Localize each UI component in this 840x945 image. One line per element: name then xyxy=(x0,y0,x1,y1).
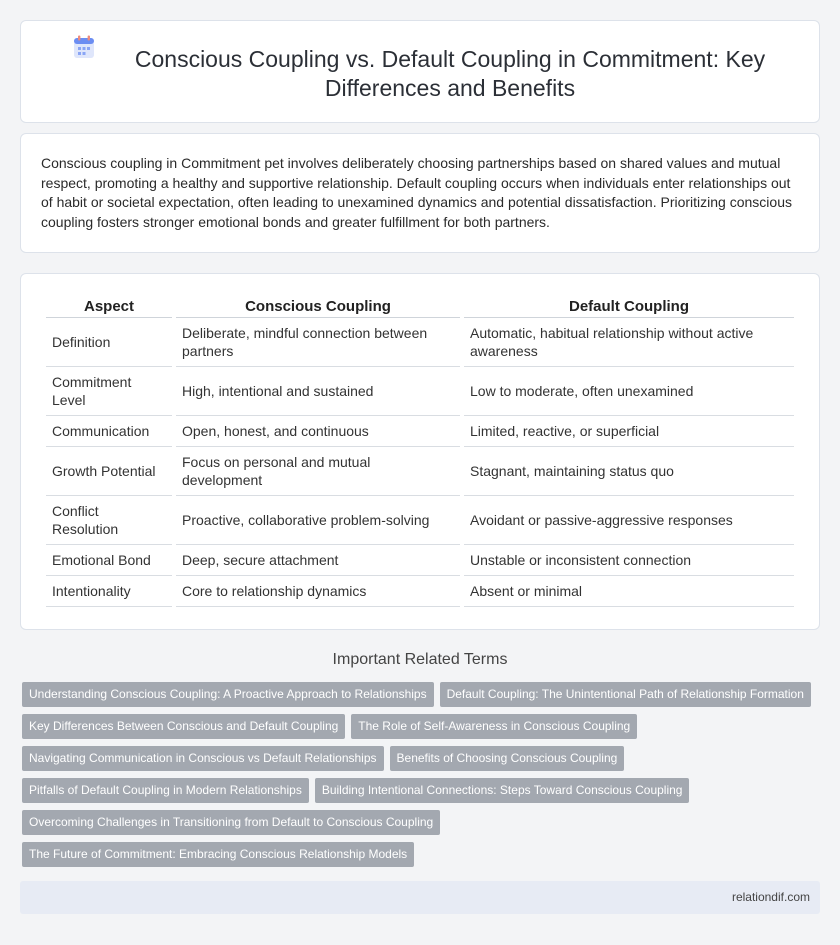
default-cell: Avoidant or passive-aggressive responses xyxy=(464,496,794,545)
default-cell: Low to moderate, often unexamined xyxy=(464,367,794,416)
table-row xyxy=(46,576,794,607)
title-card xyxy=(20,20,820,123)
conscious-cell: Open, honest, and continuous xyxy=(176,416,460,447)
related-term-link[interactable]: Building Intentional Connections: Steps Toward Conscious Coupling xyxy=(315,778,690,803)
comparison-card xyxy=(20,273,820,630)
aspect-cell: Emotional Bond xyxy=(46,545,172,576)
aspect-cell: Communication xyxy=(46,416,172,447)
table-row xyxy=(46,447,794,496)
related-term-link[interactable]: Navigating Communication in Conscious vs Default Relationships xyxy=(22,746,384,771)
table-row xyxy=(46,416,794,447)
related-term-link[interactable]: The Future of Commitment: Embracing Conscious Relationship Models xyxy=(22,842,414,867)
related-terms-list xyxy=(22,682,822,874)
aspect-cell: Intentionality xyxy=(46,576,172,607)
conscious-cell: Deliberate, mindful connection between partners xyxy=(176,318,460,367)
table-row xyxy=(46,496,794,545)
default-cell: Stagnant, maintaining status quo xyxy=(464,447,794,496)
related-term-link[interactable]: Overcoming Challenges in Transitioning from Default to Conscious Coupling xyxy=(22,810,440,835)
aspect-cell: Growth Potential xyxy=(46,447,172,496)
footer-bar xyxy=(20,881,820,914)
table-row xyxy=(46,545,794,576)
related-term-link[interactable]: Benefits of Choosing Conscious Coupling xyxy=(390,746,625,771)
table-header-row xyxy=(46,296,794,318)
related-term-link[interactable]: Default Coupling: The Unintentional Path of Relationship Formation xyxy=(440,682,811,707)
intro-paragraph: Conscious coupling in Commitment pet involves deliberately choosing partnerships based on shared values and mutual respect, promoting a healthy and supportive relationship. Default coupling occurs when individuals enter relationships out of habit or societal expectation, often leading to unexamined dynamics and potential dissatisfaction. Prioritizing conscious coupling fosters stronger emotional bonds and greater fulfillment for both partners. xyxy=(41,155,792,230)
related-term-link[interactable]: Understanding Conscious Coupling: A Proactive Approach to Relationships xyxy=(22,682,434,707)
aspect-cell: Definition xyxy=(46,318,172,367)
related-term-link[interactable]: The Role of Self-Awareness in Conscious Coupling xyxy=(351,714,637,739)
default-cell: Automatic, habitual relationship without active awareness xyxy=(464,318,794,367)
conscious-cell: High, intentional and sustained xyxy=(176,367,460,416)
conscious-cell: Proactive, collaborative problem-solving xyxy=(176,496,460,545)
default-cell: Limited, reactive, or superficial xyxy=(464,416,794,447)
conscious-cell: Core to relationship dynamics xyxy=(176,576,460,607)
page-title: Conscious Coupling vs. Default Coupling in Commitment: Key Differences and Benefits xyxy=(134,46,766,101)
default-cell: Unstable or inconsistent connection xyxy=(464,545,794,576)
comparison-table xyxy=(42,296,798,607)
table-row xyxy=(46,318,794,367)
conscious-cell: Focus on personal and mutual development xyxy=(176,447,460,496)
default-cell: Absent or minimal xyxy=(464,576,794,607)
related-term-link[interactable]: Key Differences Between Conscious and Default Coupling xyxy=(22,714,345,739)
header-conscious: Conscious Coupling xyxy=(176,296,460,318)
related-term-link[interactable]: Pitfalls of Default Coupling in Modern Relationships xyxy=(22,778,309,803)
aspect-cell: Conflict Resolution xyxy=(46,496,172,545)
header-default: Default Coupling xyxy=(464,296,794,318)
aspect-cell: Commitment Level xyxy=(46,367,172,416)
intro-card xyxy=(20,133,820,253)
header-aspect: Aspect xyxy=(46,296,172,318)
conscious-cell: Deep, secure attachment xyxy=(176,545,460,576)
footer-site-link[interactable]: relationdif.com xyxy=(731,890,810,904)
related-terms-heading: Important Related Terms xyxy=(332,651,508,668)
table-row xyxy=(46,367,794,416)
